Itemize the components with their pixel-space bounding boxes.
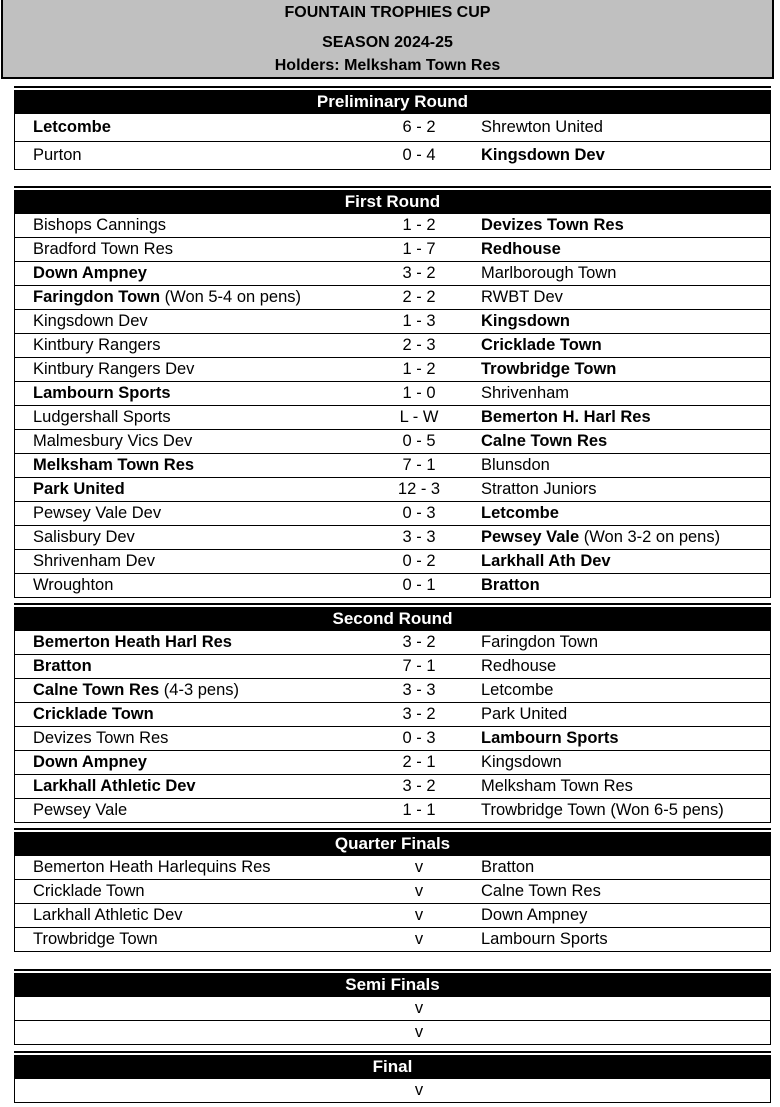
home-team-cell (15, 703, 370, 727)
away-team-cell (469, 997, 771, 1021)
home-team: Bemerton Heath Harlequins Res (33, 858, 271, 876)
fixture-row (15, 751, 771, 775)
away-team-cell (469, 574, 771, 598)
fixture-row (15, 655, 771, 679)
fixture-row (15, 775, 771, 799)
away-team: Kingsdown Dev (481, 146, 605, 164)
home-team-cell (15, 406, 370, 430)
fixture-row (15, 904, 771, 928)
fixture-row (15, 574, 771, 598)
score: 1 - 2 (369, 358, 469, 382)
away-team-cell (469, 928, 771, 952)
away-team: Bratton (481, 858, 535, 876)
away-team-cell (469, 286, 771, 310)
home-team-cell (15, 334, 370, 358)
score: 3 - 2 (369, 262, 469, 286)
away-team: Shrewton United (481, 118, 603, 136)
away-team: Melksham Town Res (481, 777, 633, 795)
away-team-cell (469, 751, 771, 775)
score: 1 - 1 (369, 799, 469, 823)
away-team: Letcombe (481, 681, 554, 699)
season-label: SEASON 2024-25 (322, 34, 453, 51)
away-team-cell (469, 406, 771, 430)
home-team-cell (15, 727, 370, 751)
home-team: Melksham Town Res (33, 456, 195, 474)
round-section (14, 828, 771, 952)
fixture-row (15, 214, 771, 238)
home-team-cell (15, 382, 370, 406)
score: v (369, 1021, 469, 1045)
fixture-row (15, 334, 771, 358)
away-team-cell (469, 679, 771, 703)
fixture-row (15, 310, 771, 334)
score: 12 - 3 (369, 478, 469, 502)
round-divider (14, 603, 771, 605)
away-team: Marlborough Town (481, 264, 617, 282)
away-team: Lambourn Sports (481, 729, 619, 747)
away-team-cell (469, 262, 771, 286)
away-team: RWBT Dev (481, 288, 563, 306)
away-team-cell (469, 358, 771, 382)
round-title: Final (14, 1055, 771, 1078)
fixture-row (15, 1079, 771, 1103)
home-note: (4-3 pens) (159, 681, 240, 699)
round-divider (14, 828, 771, 830)
score: v (369, 904, 469, 928)
away-team-cell (469, 631, 771, 655)
home-team: Bratton (33, 657, 92, 675)
round-title: First Round (14, 190, 771, 213)
cup-title: FOUNTAIN TROPHIES CUP (284, 4, 491, 21)
round-section (14, 969, 771, 1045)
away-team: Trowbridge Town (481, 801, 606, 819)
fixture-row (15, 142, 771, 170)
fixture-row (15, 526, 771, 550)
round-section (14, 603, 771, 823)
away-team: Faringdon Town (481, 633, 599, 651)
score: 1 - 7 (369, 238, 469, 262)
round-divider (14, 186, 771, 188)
home-team-cell (15, 478, 370, 502)
home-team-cell (15, 631, 370, 655)
away-team: Cricklade Town (481, 336, 602, 354)
fixtures-table (14, 213, 771, 598)
away-team: Redhouse (481, 657, 557, 675)
fixture-row (15, 550, 771, 574)
away-team-cell (469, 310, 771, 334)
home-team: Down Ampney (33, 264, 147, 282)
home-team-cell (15, 856, 370, 880)
away-team-cell (469, 114, 771, 142)
fixture-row (15, 478, 771, 502)
away-team-cell (469, 727, 771, 751)
fixture-row (15, 799, 771, 823)
home-team: Ludgershall Sports (33, 408, 171, 426)
score: 0 - 4 (369, 142, 469, 170)
score: 0 - 2 (369, 550, 469, 574)
away-team: Bemerton H. Harl Res (481, 408, 651, 426)
score: 1 - 3 (369, 310, 469, 334)
score: 6 - 2 (369, 114, 469, 142)
home-team-cell (15, 142, 370, 170)
away-team-cell (469, 880, 771, 904)
round-divider (14, 969, 771, 971)
home-team-cell (15, 430, 370, 454)
fixture-row (15, 406, 771, 430)
home-team: Malmesbury Vics Dev (33, 432, 193, 450)
fixtures-table (14, 113, 771, 170)
away-team: Shrivenham (481, 384, 570, 402)
score: v (369, 928, 469, 952)
home-team: Larkhall Athletic Dev (33, 777, 196, 795)
score: 3 - 2 (369, 775, 469, 799)
fixtures-table (14, 1078, 771, 1103)
score: 1 - 0 (369, 382, 469, 406)
round-title: Semi Finals (14, 973, 771, 996)
home-team: Larkhall Athletic Dev (33, 906, 183, 924)
score: 1 - 2 (369, 214, 469, 238)
away-team-cell (469, 550, 771, 574)
round-section (14, 1051, 771, 1103)
away-team: Pewsey Vale (481, 528, 580, 546)
home-team-cell (15, 775, 370, 799)
away-team: Letcombe (481, 504, 559, 522)
home-team-cell (15, 904, 370, 928)
fixtures-table (14, 996, 771, 1045)
score: 0 - 3 (369, 727, 469, 751)
home-team-cell (15, 799, 370, 823)
away-team: Stratton Juniors (481, 480, 597, 498)
away-team-cell (469, 382, 771, 406)
fixture-row (15, 454, 771, 478)
away-team: Calne Town Res (481, 432, 608, 450)
home-team: Faringdon Town (33, 288, 161, 306)
away-team-cell (469, 142, 771, 170)
round-section (14, 186, 771, 598)
fixture-row (15, 1021, 771, 1045)
home-team: Bishops Cannings (33, 216, 166, 234)
away-team: Redhouse (481, 240, 561, 258)
score: 2 - 2 (369, 286, 469, 310)
round-section (14, 86, 771, 170)
home-team: Wroughton (33, 576, 114, 594)
away-team-cell (469, 430, 771, 454)
away-team: Devizes Town Res (481, 216, 624, 234)
away-team-cell (469, 703, 771, 727)
fixture-row (15, 286, 771, 310)
away-team-cell (469, 856, 771, 880)
home-team-cell (15, 238, 370, 262)
away-team-cell (469, 502, 771, 526)
home-team: Bemerton Heath Harl Res (33, 633, 232, 651)
home-team-cell (15, 880, 370, 904)
away-team-cell (469, 478, 771, 502)
round-divider (14, 1051, 771, 1053)
away-team-cell (469, 526, 771, 550)
home-team: Kingsdown Dev (33, 312, 148, 330)
home-team-cell (15, 214, 370, 238)
away-team: Bratton (481, 576, 540, 594)
away-team-cell (469, 334, 771, 358)
home-team-cell (15, 262, 370, 286)
fixture-row (15, 703, 771, 727)
home-team: Bradford Town Res (33, 240, 174, 258)
home-note: (Won 5-4 on pens) (160, 288, 302, 306)
score: v (369, 880, 469, 904)
away-note: (Won 3-2 on pens) (579, 528, 721, 546)
home-team-cell (15, 1021, 370, 1045)
fixture-row (15, 928, 771, 952)
score: 7 - 1 (369, 454, 469, 478)
fixture-row (15, 262, 771, 286)
round-title: Preliminary Round (14, 90, 771, 113)
home-team-cell (15, 526, 370, 550)
score: 0 - 3 (369, 502, 469, 526)
home-team-cell (15, 358, 370, 382)
home-team: Kintbury Rangers (33, 336, 161, 354)
home-team-cell (15, 114, 370, 142)
away-team-cell (469, 799, 771, 823)
home-team: Cricklade Town (33, 882, 145, 900)
away-team: Park United (481, 705, 568, 723)
away-team-cell (469, 238, 771, 262)
home-team-cell (15, 679, 370, 703)
home-team-cell (15, 655, 370, 679)
score: v (369, 997, 469, 1021)
home-team-cell (15, 751, 370, 775)
home-team-cell (15, 1079, 370, 1103)
home-team: Lambourn Sports (33, 384, 171, 402)
round-title: Second Round (14, 607, 771, 630)
round-title: Quarter Finals (14, 832, 771, 855)
fixture-row (15, 997, 771, 1021)
score: 7 - 1 (369, 655, 469, 679)
fixture-row (15, 880, 771, 904)
score: v (369, 1079, 469, 1103)
away-team-cell (469, 904, 771, 928)
fixtures-table (14, 630, 771, 823)
away-team: Lambourn Sports (481, 930, 608, 948)
score: 3 - 3 (369, 526, 469, 550)
home-team: Pewsey Vale (33, 801, 128, 819)
score: 3 - 3 (369, 679, 469, 703)
score: 2 - 3 (369, 334, 469, 358)
round-divider (14, 86, 771, 88)
score: 0 - 1 (369, 574, 469, 598)
home-team: Cricklade Town (33, 705, 154, 723)
home-team: Pewsey Vale Dev (33, 504, 162, 522)
score: 0 - 5 (369, 430, 469, 454)
away-team: Trowbridge Town (481, 360, 617, 378)
fixture-row (15, 631, 771, 655)
away-team: Kingsdown (481, 753, 562, 771)
fixture-row (15, 430, 771, 454)
score: v (369, 856, 469, 880)
home-team: Letcombe (33, 118, 111, 136)
home-team: Down Ampney (33, 753, 147, 771)
away-team-cell (469, 775, 771, 799)
fixture-row (15, 358, 771, 382)
away-team: Kingsdown (481, 312, 570, 330)
home-team-cell (15, 454, 370, 478)
away-team: Larkhall Ath Dev (481, 552, 611, 570)
home-team: Salisbury Dev (33, 528, 135, 546)
home-team-cell (15, 928, 370, 952)
home-team-cell (15, 997, 370, 1021)
fixture-row (15, 114, 771, 142)
away-team-cell (469, 214, 771, 238)
fixture-row (15, 679, 771, 703)
home-team-cell (15, 286, 370, 310)
score: 3 - 2 (369, 631, 469, 655)
fixture-row (15, 727, 771, 751)
home-team: Devizes Town Res (33, 729, 169, 747)
away-team-cell (469, 1079, 771, 1103)
home-team: Shrivenham Dev (33, 552, 155, 570)
home-team-cell (15, 574, 370, 598)
away-team-cell (469, 1021, 771, 1045)
score: 3 - 2 (369, 703, 469, 727)
away-team-cell (469, 655, 771, 679)
home-team: Trowbridge Town (33, 930, 158, 948)
fixture-row (15, 856, 771, 880)
away-team-cell (469, 454, 771, 478)
holders-label: Holders: Melksham Town Res (274, 57, 501, 74)
away-team: Down Ampney (481, 906, 588, 924)
fixtures-table (14, 855, 771, 952)
cup-header (1, 0, 774, 79)
score: L - W (369, 406, 469, 430)
score: 2 - 1 (369, 751, 469, 775)
home-team-cell (15, 550, 370, 574)
home-team-cell (15, 502, 370, 526)
fixture-row (15, 502, 771, 526)
fixture-row (15, 238, 771, 262)
home-team: Park United (33, 480, 125, 498)
fixture-row (15, 382, 771, 406)
away-note: (Won 6-5 pens) (605, 801, 724, 819)
away-team: Blunsdon (481, 456, 550, 474)
home-team-cell (15, 310, 370, 334)
home-team: Kintbury Rangers Dev (33, 360, 195, 378)
home-team: Purton (33, 146, 82, 164)
away-team: Calne Town Res (481, 882, 601, 900)
home-team: Calne Town Res (33, 681, 160, 699)
